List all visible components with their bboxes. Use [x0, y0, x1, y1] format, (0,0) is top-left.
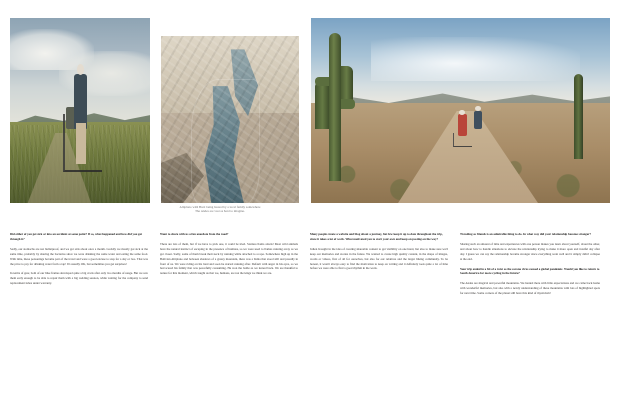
- interview-question: Traveling as friends is an admirable thing to do. In what way did your relationship become stronger?: [460, 232, 592, 236]
- interview-question: Your trip ended in a bit of a twist as the corona virus caused a global pandemic. Would you like to return to South America for more cycling in the future?: [460, 266, 600, 276]
- text-column-4: [460, 232, 600, 392]
- rider-one-torso: [458, 114, 468, 136]
- interview-answer: There are lots of them, but if we have to pick one, it could be tried. Starless llama attack! Most wild animals have the natural instinct of escaping in the presence of humans, so we were used to llamas running away as we got closer. Sadly, some of them break their neck by running while attached to a rope. Somewhere high up in the Bolivian Altiplano and between shadows of a grassy mountain, there was a llama that stood still and proudly in front of us. We were riding on his land and soon he started running after. Default with anger in his eyes, so we had scared his family that was peacefully consuming. He won the battle as we turned back. We are thankful to nature for this moment, which taught us that we, humans, are not the kings we think we are.: [160, 241, 298, 276]
- text-column-2: [160, 232, 298, 392]
- interview-question: Want to share with us a fun anecdote from the road?: [160, 232, 229, 236]
- rider-legs: [76, 123, 86, 164]
- text-column-1: [10, 232, 148, 392]
- interview-answer: The Andes are magical and powerful mountains. We landed there with little expectations and we came back home with wonderful memories, but also with a newly understanding of these mountains with lots of highlighted spots for next time. Some corners of the planet still have this kind of mysticism!: [460, 281, 600, 296]
- interview-question: Did either of you get sick or into an accident at some point? If so, what happened and how did you get through it?: [10, 232, 142, 241]
- photo-aerial-view-of-river-through-pale-sand-flats: [161, 36, 299, 203]
- interview-answer: Julien brought in the idea of creating shareable content to get visibility on one hand, but also to make sure we'd keep our memories and stories in the future. We wanted to create high quality content, in the shape of images, words or videos, first of all for ourselves, but also for our relatives and the larger biking community. To be honest, it wasn't always easy to find the motivation to keep on writing and it definitely took quite a lot of time before we were able to find a good rhythm in the work.: [310, 246, 448, 271]
- text-column-3: [310, 232, 448, 392]
- interview-answer: Sharing such an amount of time and experiences with one person makes you learn about yourself, about the other, and about how to handle situations to elevate the relationship trying to make it more open and trustful day after day. I guess we can say the relationship became stronger since everything went well and it simply didn't collapse at the end.: [460, 241, 600, 261]
- interview-answer: Sadly, our stomachs are not bulletproof, and we got sick about once a month. Luckily we mostly got sick at the same time, probably by sharing the bacterias since we were drinking the same water and eating the same food. With time, these poisonings became part of the travel and were a good excuse to stop for a day or two. That was the price to pay for drinking water from a tap! It's usually OK, but sometimes you get surprises!: [10, 246, 148, 266]
- interview-text-columns: [10, 232, 610, 392]
- photo-two-cyclists-on-desert-trail-with-tall-cactus: [311, 18, 610, 203]
- cactus-trunk: [329, 33, 342, 181]
- caption-line-2: The Andes are vast as hard to imagine.: [195, 209, 245, 214]
- photo-cyclist-pushing-loaded-bike-on-grassy-hillside: [10, 18, 150, 203]
- background-cactus: [574, 74, 583, 159]
- rider-two-torso: [474, 111, 482, 130]
- photo-caption: [151, 205, 289, 214]
- interview-answer: In terms of gear, both of our bike frames developed quite a big crack after only two months of usage. But we saw them early enough to be able to repair them with a big welding session, while waiting for the company to send replacement tubes under warranty.: [10, 271, 148, 286]
- caption-line-1: Altiplano with Brett being hosted by a local family somewhere: [179, 205, 261, 209]
- rider-two-head: [475, 106, 481, 111]
- photo-row: [10, 18, 610, 203]
- cloud-shape: [59, 51, 150, 95]
- interview-question: Many people create a website and blog about a journey, but few keep it up to date throughout the trip, since it takes a lot of work. What motivated you to start your own and keep on posting on the way?: [310, 232, 443, 241]
- rider-torso: [74, 74, 87, 130]
- cloud-shape: [371, 37, 580, 81]
- sand-texture-overlay: [161, 36, 299, 203]
